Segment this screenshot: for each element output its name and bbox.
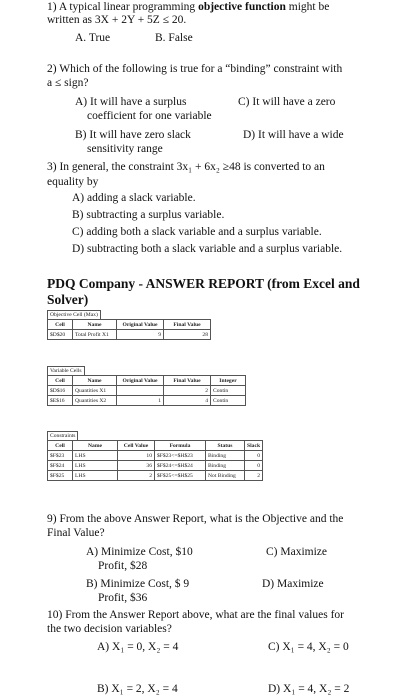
q10-line2: the two decision variables? [47,623,172,635]
objective-cell-name: Total Profit X1 [73,330,117,340]
constraints-caption: Constraints [47,431,78,440]
constraint-name: LHS [73,451,118,461]
q2-option-c: C) It will have a zero [238,96,336,108]
q9-option-d: D) Maximize [262,578,324,590]
q1-option-b: B. False [155,32,193,44]
table-row [48,461,263,471]
q9-line2: Final Value? [47,527,105,539]
q2-line2: a ≤ sign? [47,77,89,89]
constraint-name: LHS [73,461,118,471]
q10-line1: 10) From the Answer Report above, what are the final values for [47,609,344,621]
table-row [48,386,246,396]
q3-option-d: D) subtracting both a slack variable and a surplus variable. [72,243,343,255]
objective-original-value: 9 [117,330,164,340]
constraint-value: 10 [118,451,155,461]
q10-option-c: C) X₁ = 4, X₂ = 0 [268,641,349,653]
constraint-value: 36 [118,461,155,471]
q1-option-a: A. True [75,32,111,44]
objective-cell-ref: $D$20 [48,330,73,340]
variable-original-value: 1 [117,396,164,406]
objective-cell-section [47,310,211,340]
q3-line2: equality by [47,176,99,188]
constraint-value: 2 [118,471,155,481]
q9-option-b-line1: B) Minimize Cost, $ 9 [86,578,190,590]
variable-cells-section [47,366,246,406]
q3-option-a: A) adding a slack variable. [72,192,196,204]
variables-table [47,375,246,406]
q10-option-a: A) X₁ = 0, X₂ = 4 [97,641,179,653]
variable-integer: Contin [211,396,246,406]
q3-option-c: C) adding both a slack variable and a surplus variable. [72,226,322,238]
constraints-header-row [48,441,263,451]
report-heading-line2: Solver) [47,292,89,307]
constraint-cell-ref: $F$23 [48,451,73,461]
constraint-status: Binding [206,461,245,471]
table-row [48,396,246,406]
q1-bold-term: objective function [198,1,286,13]
q2-option-a-line2: coefficient for one variable [87,110,212,122]
constraints-header-value: Cell Value [118,441,155,451]
constraints-header-status: Status [206,441,245,451]
constraints-header-slack: Slack [245,441,263,451]
q2-option-b-line2: sensitivity range [87,143,163,155]
q1-text-end: might be [285,1,330,13]
variable-final-value: 4 [164,396,211,406]
constraint-slack: 0 [245,451,263,461]
constraint-cell-ref: $F$25 [48,471,73,481]
constraint-cell-ref: $F$24 [48,461,73,471]
report-heading-line1: PDQ Company - ANSWER REPORT (from Excel and [47,276,360,291]
constraints-header-cell: Cell [48,441,73,451]
constraints-table [47,440,263,481]
variable-cell-ref: $D$16 [48,386,73,396]
objective-header-name: Name [73,320,117,330]
variables-header-name: Name [73,376,117,386]
constraint-slack: 2 [245,471,263,481]
constraint-slack: 0 [245,461,263,471]
q1-line2: written as 3X + 2Y + 5Z ≤ 20. [47,14,187,26]
objective-table [47,319,211,340]
objective-header-cell: Cell [48,320,73,330]
q3-option-b: B) subtracting a surplus variable. [72,209,225,221]
variable-final-value: 2 [164,386,211,396]
constraint-status: Binding [206,451,245,461]
table-row [48,330,211,340]
q2-option-b-line1: B) It will have zero slack [75,129,191,141]
q2-line1: 2) Which of the following is true for a “binding” constraint with [47,63,343,75]
q3-line1: 3) In general, the constraint 3x₁ + 6x₂ ≥48 is converted to an [47,161,325,173]
objective-caption: Objective Cell (Max) [47,310,101,319]
constraint-name: LHS [73,471,118,481]
q9-option-a-line1: A) Minimize Cost, $10 [86,546,193,558]
table-row [48,471,263,481]
q9-option-b-line2: Profit, $36 [98,592,148,604]
q9-line1: 9) From the above Answer Report, what is the Objective and the [47,513,344,525]
objective-final-value: 28 [164,330,211,340]
variable-cell-ref: $E$16 [48,396,73,406]
objective-header-original: Original Value [117,320,164,330]
variable-integer: Contin [211,386,246,396]
q1-text: 1) A typical linear programming [47,1,199,13]
constraints-header-name: Name [73,441,118,451]
variable-original-value [117,386,164,396]
table-row [48,451,263,461]
variables-header-final: Final Value [164,376,211,386]
variables-header-original: Original Value [117,376,164,386]
constraint-status: Not Binding [206,471,245,481]
q10-option-b: B) X₁ = 2, X₂ = 4 [97,683,178,695]
variables-header-integer: Integer [211,376,246,386]
objective-header-row [48,320,211,330]
constraints-header-formula: Formula [155,441,206,451]
q9-option-a-line2: Profit, $28 [98,560,148,572]
variables-caption: Variable Cells [47,366,85,375]
q2-option-a-line1: A) It will have a surplus [75,96,187,108]
constraint-formula: $F$25<=$H$25 [155,471,206,481]
variables-header-cell: Cell [48,376,73,386]
objective-header-final: Final Value [164,320,211,330]
constraints-section [47,431,263,481]
q2-option-d: D) It will have a wide [243,129,344,141]
constraint-formula: $F$24<=$H$24 [155,461,206,471]
variable-name: Quantities X1 [73,386,117,396]
constraint-formula: $F$23<=$H$23 [155,451,206,461]
variable-name: Quantities X2 [73,396,117,406]
variables-header-row [48,376,246,386]
q10-option-d: D) X₁ = 4, X₂ = 2 [268,683,350,695]
q9-option-c: C) Maximize [266,546,327,558]
